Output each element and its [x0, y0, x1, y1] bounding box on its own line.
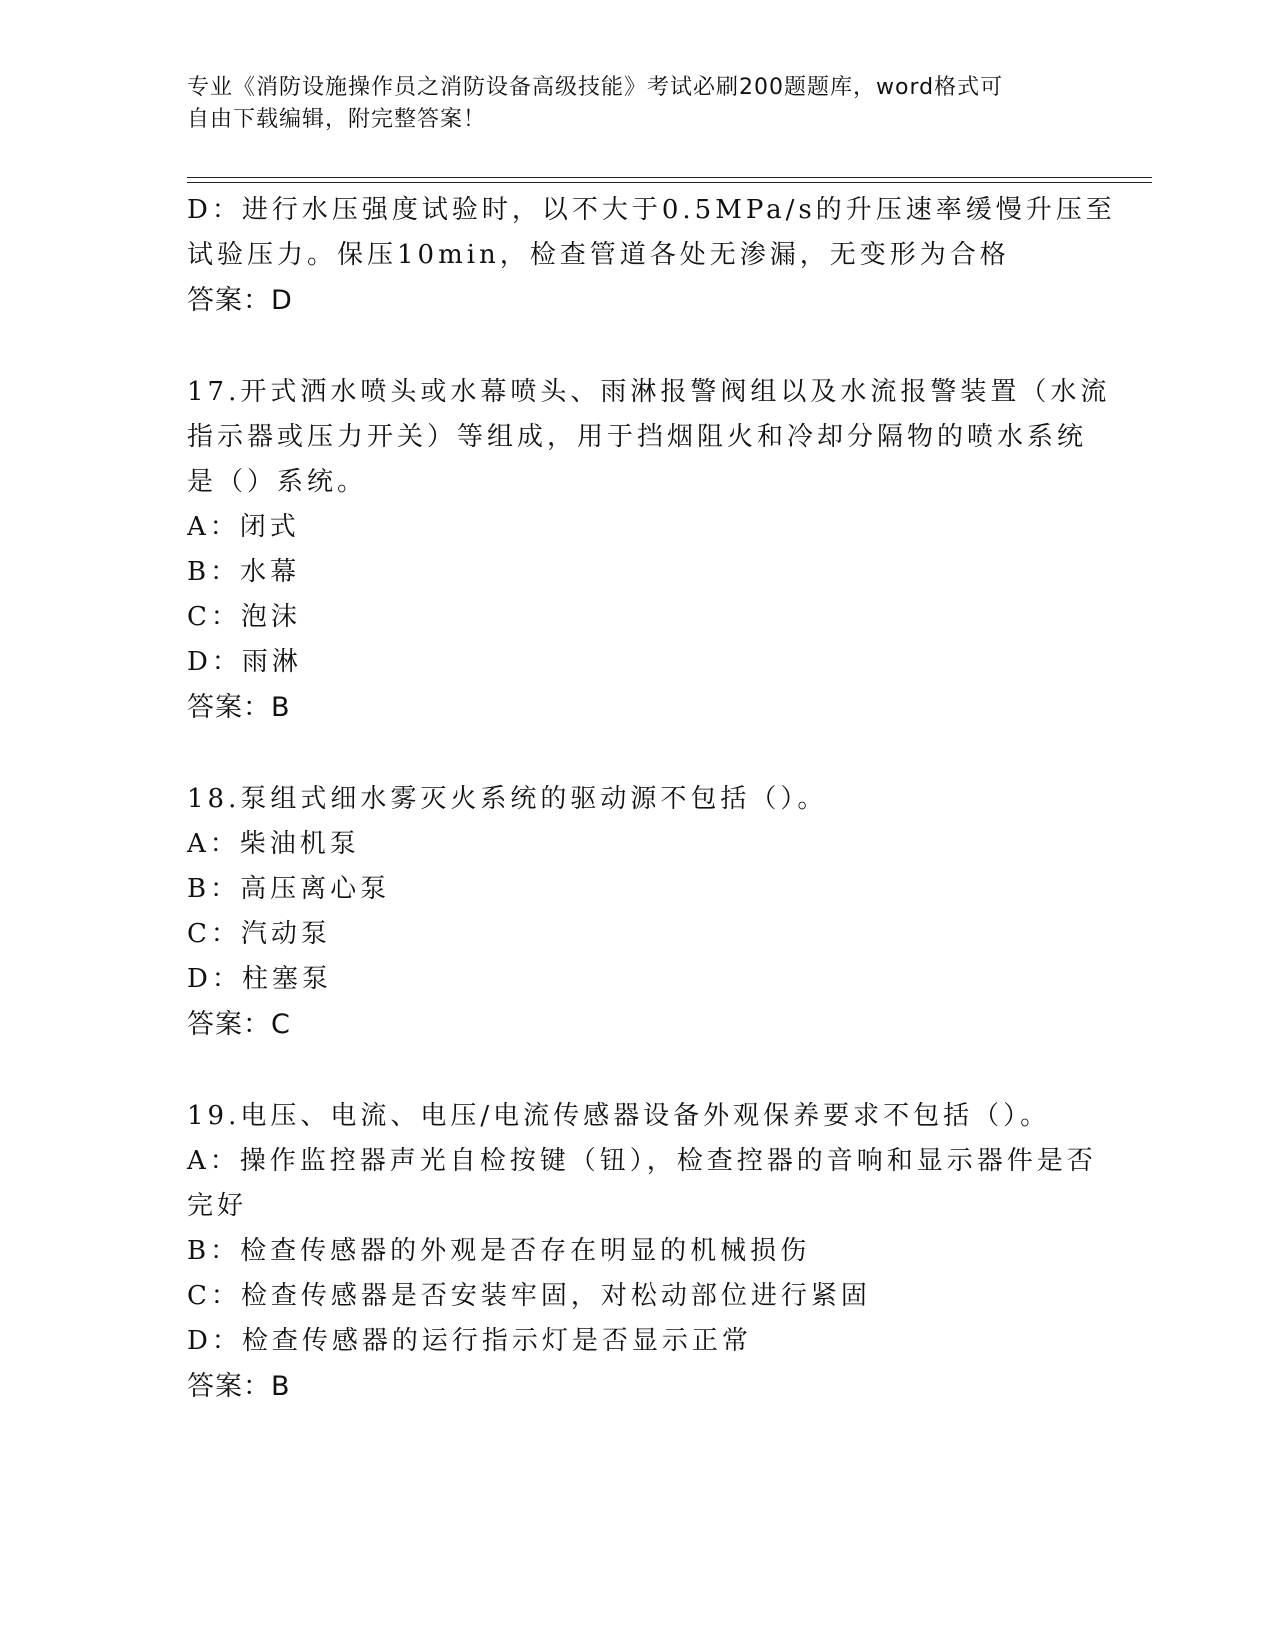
option-d: D：柱塞泵 — [187, 964, 332, 994]
option-b: B：检查传感器的外观是否存在明显的机械损伤 — [187, 1236, 811, 1266]
header-divider-bottom — [187, 182, 1152, 183]
question-text-line-1: 18.泵组式细水雾灭火系统的驱动源不包括（）。 — [187, 784, 828, 814]
header-divider-top — [187, 177, 1152, 178]
option-d: D：检查传感器的运行指示灯是否显示正常 — [187, 1326, 752, 1356]
option-b: B：水幕 — [187, 557, 301, 587]
question-content — [187, 188, 1116, 1409]
header-line-2: 自由下载编辑，附完整答案！ — [187, 107, 487, 132]
spacer — [187, 1047, 1087, 1094]
question-16-tail — [187, 188, 1116, 323]
answer: 答案：C — [187, 1009, 291, 1040]
option-a-line-2: 完好 — [187, 1191, 248, 1221]
option-a-line-1: A：操作监控器声光自检按键（钮），检查控器的音响和显示器件是否 — [187, 1146, 1097, 1176]
option-d: D：雨淋 — [187, 647, 302, 677]
option-c: C：汽动泵 — [187, 919, 331, 949]
option-c: C：检查传感器是否安装牢固，对松动部位进行紧固 — [187, 1281, 871, 1311]
answer: 答案：D — [187, 285, 293, 316]
option-a: A：柴油机泵 — [187, 829, 360, 859]
question-text-line-2: 指示器或压力开关）等组成，用于挡烟阻火和冷却分隔物的喷水系统 — [187, 422, 1088, 452]
option-b: B：高压离心泵 — [187, 874, 391, 904]
option-a: A：闭式 — [187, 512, 300, 542]
option-d-line-2: 试验压力。保压10min，检查管道各处无渗漏，无变形为合格 — [187, 240, 1010, 270]
question-text-line-1: 17.开式洒水喷头或水幕喷头、雨淋报警阀组以及水流报警装置（水流 — [187, 377, 1111, 407]
header-line-1: 专业《消防设施操作员之消防设备高级技能》考试必刷200题题库，word格式可 — [187, 75, 1004, 100]
question-text-line-1: 19.电压、电流、电压/电流传感器设备外观保养要求不包括（）。 — [187, 1101, 1051, 1131]
answer: 答案：B — [187, 1371, 291, 1402]
spacer — [187, 730, 1087, 777]
question-18 — [187, 777, 1087, 1047]
question-text-line-3: 是（）系统。 — [187, 467, 368, 497]
question-17 — [187, 370, 1111, 730]
option-c: C：泡沫 — [187, 602, 301, 632]
option-d-line-1: D：进行水压强度试验时，以不大于0.5MPa/s的升压速率缓慢升压至 — [187, 195, 1116, 225]
spacer — [187, 323, 1087, 370]
question-19 — [187, 1094, 1097, 1409]
document-header — [187, 72, 1067, 136]
answer: 答案：B — [187, 692, 291, 723]
